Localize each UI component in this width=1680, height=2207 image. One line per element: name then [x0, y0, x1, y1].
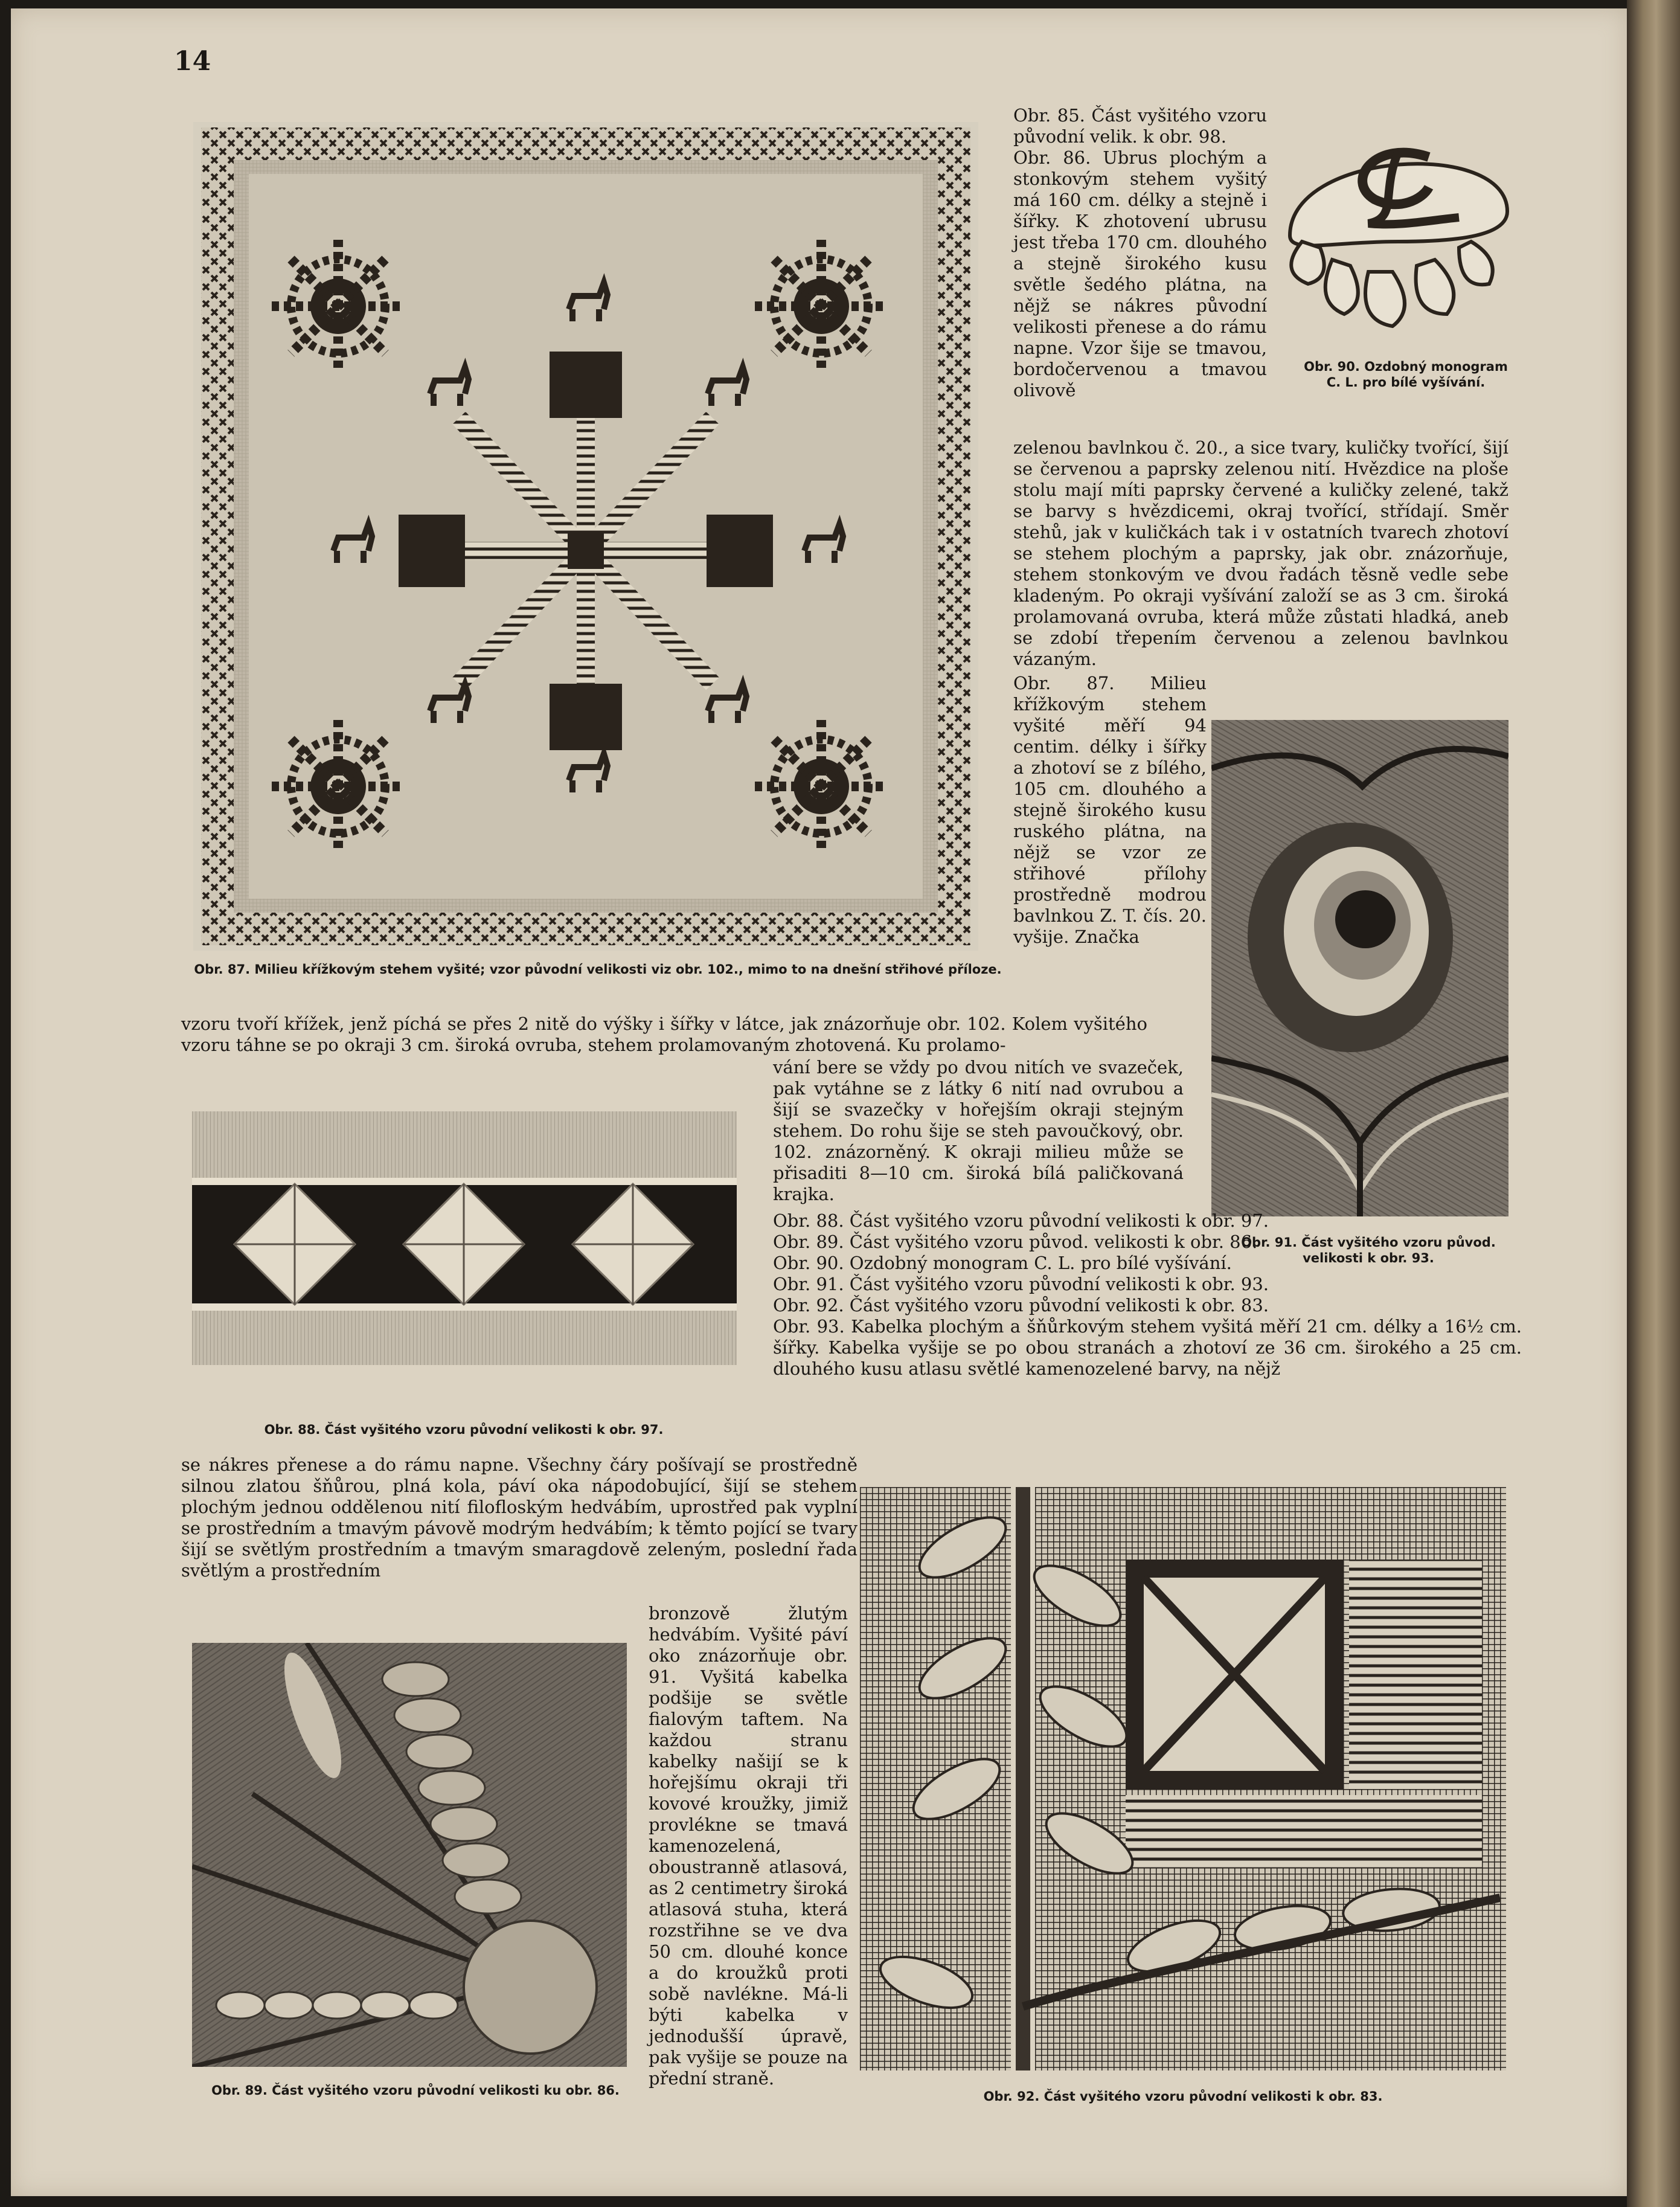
stitch-illustration: [192, 1643, 627, 2067]
ref-obr-92: Obr. 92. Část vyšitého vzoru původní velikosti k obr. 83.: [773, 1295, 1269, 1316]
figure-90-monogram: [1278, 115, 1519, 356]
figure-92-drawn-work-photo: [860, 1487, 1506, 2070]
figure-88-band-photo: [192, 1111, 737, 1365]
monogram-illustration: [1278, 115, 1519, 356]
drawn-work-illustration: [860, 1487, 1506, 2070]
paragraph-bag-instructions: bronzově žlutým hedvábím. Vyšité páví oko znázorňuje obr. 91. Vyšitá kabelka podšije se světle fialovým taftem. Na každou stranu kabelky našijí se k hořejšímu okraji tři kovové kroužky, jimiž provlékne se tmavá kamenozelená, oboustranně atlasová, as 2 centimetry široká atlasová stuha, která rozstřihne se ve dva 50 cm. dlouhé konce a do kroužků proti sobě navlékne. Má-li býti kabelka v jednodušší úpravě, pak vyšije se pouze na přední straně.: [649, 1603, 848, 2089]
ref-obr-91: Obr. 91. Část vyšitého vzoru původní velikosti k obr. 93.: [773, 1274, 1269, 1294]
milieu-illustration: [193, 122, 978, 951]
paragraph-obr-93: Obr. 93. Kabelka plochým a šňůrkovým stehem vyšitá měří 21 cm. délky a 16½ cm. šířky. Kabelka vyšije se po obou stranách a zhotoví ze 36 cm. širokého a 25 cm. dlouhého kusu atlasu světlé kamenozelené barvy, na nějž: [773, 1316, 1522, 1379]
ref-obr-88: Obr. 88. Část vyšitého vzoru původní velikosti k obr. 97.: [773, 1210, 1269, 1231]
caption-figure-88: Obr. 88. Část vyšitého vzoru původní velikosti k obr. 97.: [264, 1422, 664, 1437]
caption-figure-89: Obr. 89. Část vyšitého vzoru původní velikosti ku obr. 86.: [211, 2083, 620, 2098]
caption-figure-91: Obr. 91. Část vyšitého vzoru původ. velikosti k obr. 93.: [1241, 1235, 1496, 1265]
paragraph-continuation-86: zelenou bavlnkou č. 20., a sice tvary, kuličky tvořící, šijí se červenou a paprsky zelenou nití. Hvězdice na ploše stolu mají míti paprsky červené a kuličky zelené, takž se barvy s hvězdicemi, okraj tvořící, střídají. Směr stehů, jak v kuličkách tak i v ostatních tvarech zhotoví se stehem plochým a paprsky, jak obr. znázorňuje, stehem stonkovým ve dvou řadách těsně vedle sebe kladeným. Po okraji vyšívání založí se as 3 cm. široká prolamovaná ovruba, která může zůstati hladká, aneb se zdobí třepením červenou a zelenou bavlnkou vázaným.: [1013, 437, 1508, 669]
band-illustration: [192, 1111, 737, 1365]
magazine-page: [11, 8, 1627, 2196]
text-column-top-right: [1013, 105, 1267, 401]
paragraph-obr-87: Obr. 87. Milieu křížkovým stehem vyšité měří 94 centim. délky i šířky a zhotoví se z bílého, 105 cm. dlouhého a stejně širokého kusu ruského plátna, na nějž se vzor ze střihové přílohy prostředně modrou bavlnkou Z. T. čís. 20. vyšije. Značka: [1013, 673, 1207, 947]
page-number: 14: [174, 46, 211, 77]
paragraph-continuation-93: se nákres přenese a do rámu napne. Všechny čáry pošívají se prostředně silnou zlatou šňůrou, plná kola, páví oka nápodobující, šijí se stehem plochým jednou oddělenou nití filofloským hedvábím, uprostřed pak vyplní se prostředním a tmavým pávově modrým hedvábím; k těmto pojící se tvary šijí se světlým prostředním a tmavým smaragdově zeleným, poslední řada světlým a prostředním: [181, 1454, 858, 1581]
figure-references: [773, 1210, 1522, 1380]
figure-89-stitch-photo: [192, 1643, 627, 2067]
figure-91-peacock-eye-photo: [1211, 720, 1508, 1216]
ref-obr-90: Obr. 90. Ozdobný monogram C. L. pro bílé vyšívání.: [773, 1253, 1232, 1273]
paragraph-continuation-87: vzoru tvoří křížek, jenž píchá se přes 2 nitě do výšky i šířky v látce, jak znázorňuje obr. 102. Kolem vyšitého vzoru táhne se po okraji 3 cm. široká ovruba, stehem prolamovaným zhotovená. Ku prolamo-: [181, 1014, 1147, 1055]
book-spine: [1627, 0, 1680, 2207]
ref-obr-89: Obr. 89. Část vyšitého vzoru původ. velikosti k obr. 86.: [773, 1232, 1258, 1252]
figure-87-milieu-photo: [193, 122, 978, 951]
caption-figure-90: Obr. 90. Ozdobný monogram C. L. pro bílé vyšívání.: [1304, 359, 1508, 390]
paragraph-obr-86: Obr. 86. Ubrus plochým a stonkovým stehem vyšitý má 160 cm. délky a stejně i šířky. K zhotovení ubrusu jest třeba 170 cm. dlouhého a stejně širokého kusu světle šedého plátna, na nějž se nákres původní velikosti přenese a do rámu napne. Vzor šije se tmavou, bordočervenou a tmavou olivově: [1013, 147, 1267, 400]
caption-figure-92: Obr. 92. Část vyšitého vzoru původní velikosti k obr. 83.: [983, 2089, 1383, 2104]
peacock-eye-illustration: [1211, 720, 1508, 1216]
caption-figure-87: Obr. 87. Milieu křížkovým stehem vyšité; vzor původní velikosti viz obr. 102., mimo to na dnešní střihové příloze.: [194, 962, 1002, 977]
ref-obr-85: Obr. 85. Část vyšitého vzoru původní velik. k obr. 98.: [1013, 105, 1267, 147]
paragraph-milieu-continuation: vání bere se vždy po dvou nitích ve svazeček, pak vytáhne se z látky 6 nití nad ovrubou a šijí se svazečky v hořejším okraji stejným stehem. Do rohu šije se steh pavoučkový, obr. 102. znázorněný. K okraji milieu může se přisaditi 8—10 cm. široká bílá paličkovaná krajka.: [773, 1057, 1184, 1204]
